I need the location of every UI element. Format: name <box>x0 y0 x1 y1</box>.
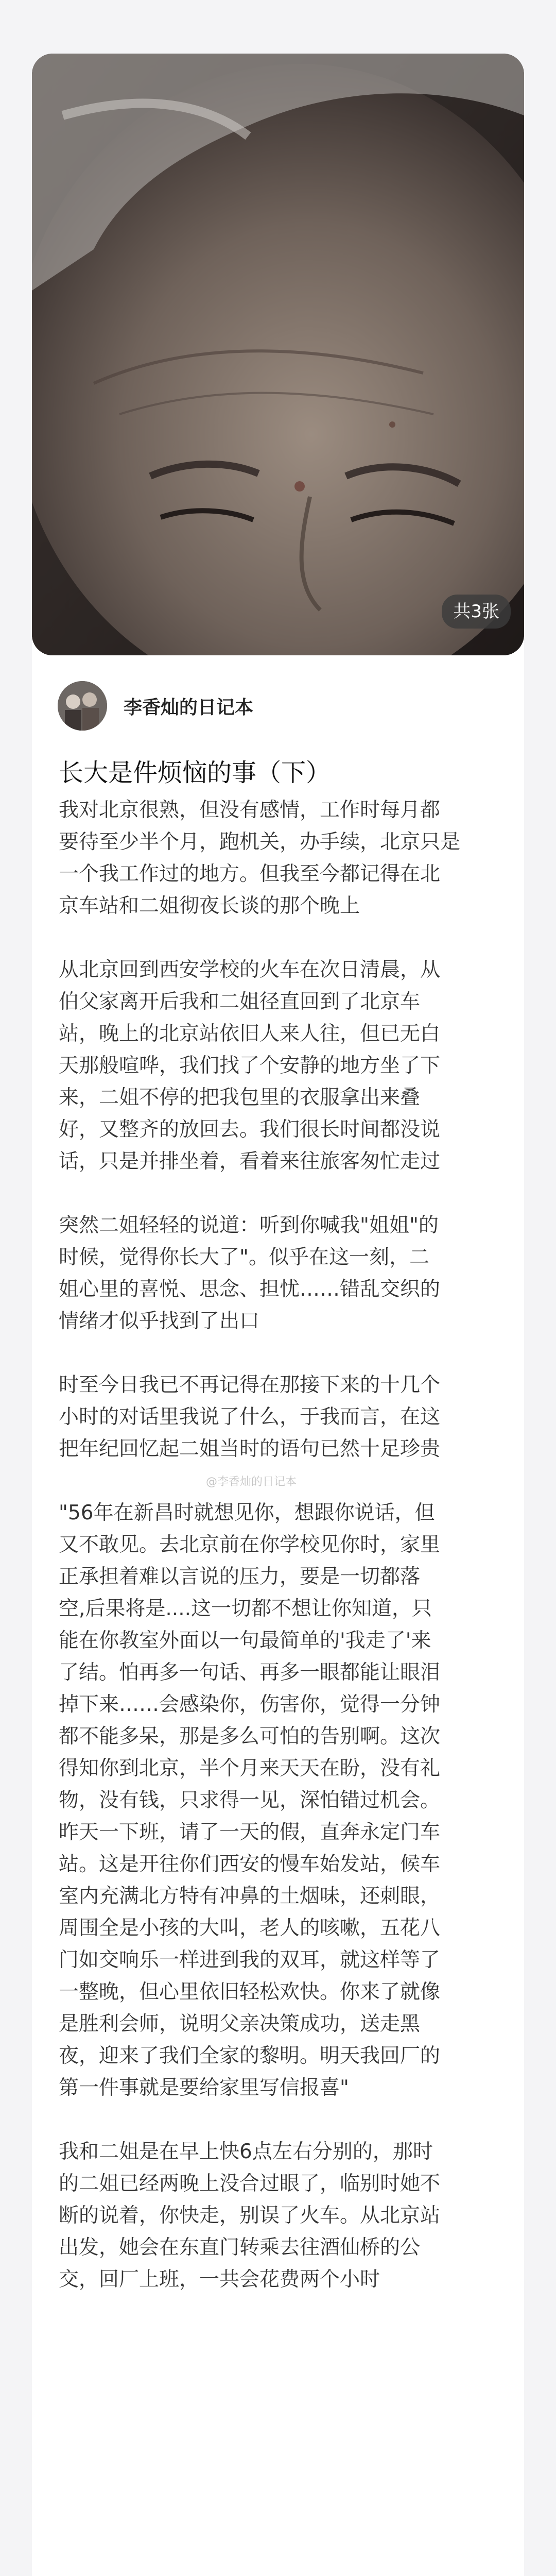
note-card <box>32 54 524 2576</box>
author-row[interactable] <box>58 681 253 731</box>
avatar-image <box>58 681 107 731</box>
post-title: 长大是件烦恼的事（下） <box>59 758 331 787</box>
paragraph: 我对北京很熟，但没有感情，工作时每月都 要待至少半个月，跑机关，办手续，北京只是 一个我工作过的地方。但我至今都记得在北 京车站和二姐彻夜长谈的那个晚上 <box>59 799 461 918</box>
paragraph: 我和二姐是在早上快6点左右分别的，那时 的二姐已经两晚上没合过眼了，临别时她不 断的说着，你快走，别误了火车。从北京站 出发，她会在东直门转乘去往酒仙桥的公 交，回厂上班，一共会花费两个小时 <box>59 2140 441 2291</box>
avatar[interactable] <box>58 681 107 731</box>
cover-photo[interactable] <box>32 54 524 655</box>
post-content <box>59 794 501 2296</box>
paragraph: 从北京回到西安学校的火车在次日清晨，从 伯父家离开后我和二姐径直回到了北京车 站，晚上的北京站依旧人来人往，但已无白 天那般喧哗，我们找了个安静的地方坐了下 来，二姐不停的把我包里的衣服拿出来叠 好，又整齐的放回去。我们很长时间都没说 话，只是并排坐着，看着来往旅客匆忙走过 <box>59 958 441 1173</box>
paragraph: "56年在新昌时就想见你，想跟你说话，但 又不敢见。去北京前在你学校见你时，家里 正承担着难以言说的压力，要是一切都落 空,后果将是....这一切都不想让你知道，只 能在你教室外面以一句最简单的'我走了'来 了结。怕再多一句话、再多一眼都能让眼泪 掉下来……会感染你，伤害你，觉得一分钟 都不能多呆，那是多么可怕的告别啊。这次 得知你到北京，半个月来天天在盼，没有礼 物，没有钱，只求得一见，深怕错过机会。 昨天一下班，请了一天的假，直奔永定门车 站。这是开往你们西安的慢车始发站，候车 室内充满北方特有冲鼻的土烟味，还刺眼， 周围全是小孩的大叫，老人的咳嗽，五花八 门如交响乐一样进到我的双耳，就这样等了 一整晚，但心里依旧轻松欢快。你来了就像 是胜利会师，说明父亲决策成功，送走黑 夜，迎来了我们全家的黎明。明天我回厂的 第一件事就是要给家里写信报喜" <box>59 1501 441 2099</box>
elderly-man-photo <box>32 54 524 655</box>
author-name[interactable]: 李香灿的日记本 <box>124 697 254 718</box>
paragraph: 时至今日我已不再记得在那接下来的十几个 小时的对话里我说了什么，于我而言，在这 把年纪回忆起二姐当时的语句已然十足珍贵 <box>59 1374 441 1461</box>
image-count-badge: 共3张 <box>442 595 511 629</box>
paragraph: 突然二姐轻轻的说道：听到你喊我"姐姐"的 时候，觉得你长大了"。似乎在这一刻，二 姐心里的喜悦、思念、担忧……错乱交织的 情绪才似乎找到了出口 <box>59 1214 441 1333</box>
watermark: @李香灿的日记本 <box>206 1476 297 1488</box>
